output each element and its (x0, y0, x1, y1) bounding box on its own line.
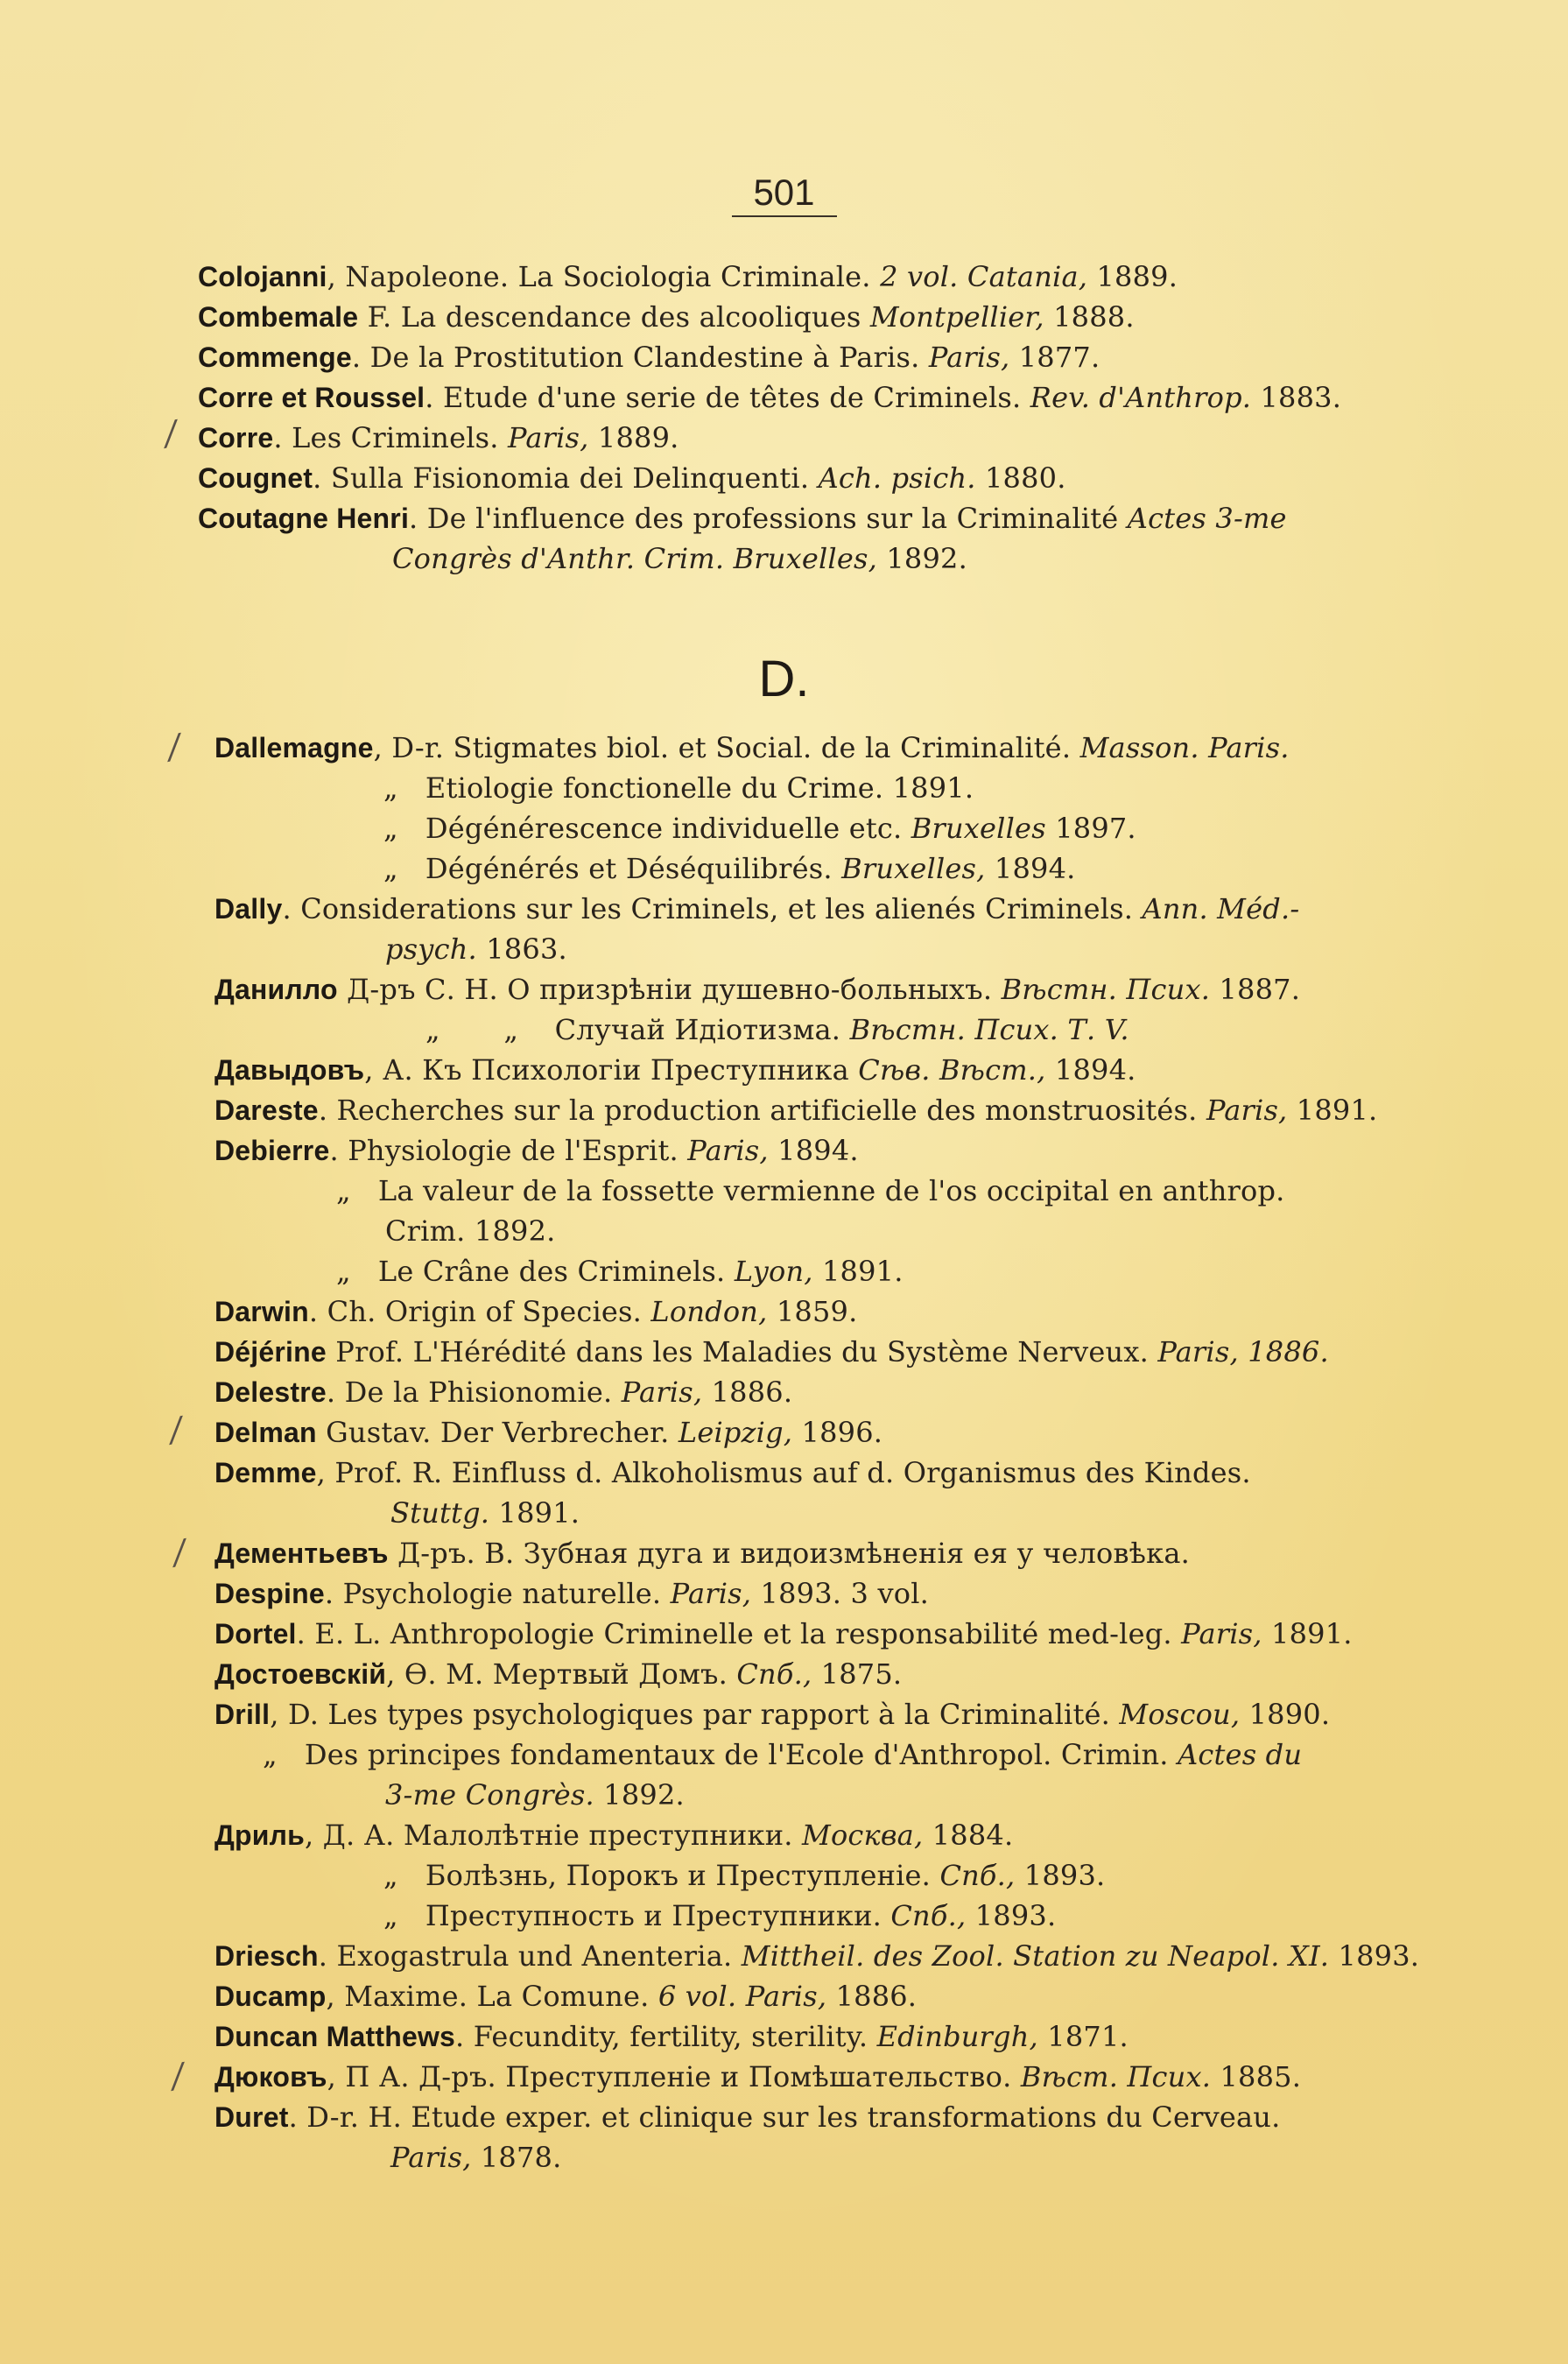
entry-delestre: Delestre. De la Phisionomie. Paris, 1886. (214, 1375, 793, 1409)
entry-dyukov: Дюковъ, П А. Д-ръ. Преступленіе и Помѣшательство. Вѣст. Псих. 1885. (214, 2060, 1302, 2093)
entry-dril-3: „ Преступность и Преступники. Спб., 1893. (383, 1899, 1057, 1932)
entry-dejerine: Déjérine Prof. L'Hérédité dans les Maladies du Système Nerveux. Paris, 1886. (214, 1335, 1329, 1368)
entry-dril-2: „ Болѣзнь, Порокъ и Преступленіе. Спб., 1893. (383, 1859, 1106, 1892)
entry-duret: Duret. D-r. H. Etude exper. et clinique sur les transformations du Cerveau. (214, 2100, 1281, 2134)
entry-debierre-3: „ Le Crâne des Criminels. Lyon, 1891. (336, 1255, 904, 1288)
section-heading-d: D. (758, 651, 810, 707)
entry-darwin: Darwin. Ch. Origin of Species. London, 1859. (214, 1295, 858, 1328)
entry-demme: Demme, Prof. R. Einfluss d. Alkoholismus auf d. Organismus des Kindes. (214, 1456, 1251, 1489)
entry-coutagne-cont: Congrès d'Anthr. Crim. Bruxelles, 1892. (392, 542, 967, 575)
entry-combemale: Combemale F. La descendance des alcooliques Montpellier, 1888. (198, 300, 1135, 334)
entry-coutagne: Coutagne Henri. De l'influence des professions sur la Criminalité Actes 3-me (198, 502, 1287, 535)
entry-dallemagne-3: „ Dégénérescence individuelle etc. Bruxelles 1897. (383, 812, 1136, 845)
entry-dortel: Dortel. E. L. Anthropologie Criminelle et la responsabilité med-leg. Paris, 1891. (214, 1617, 1353, 1650)
entry-despine: Despine. Psychologie naturelle. Paris, 1893. 3 vol. (214, 1577, 930, 1610)
entry-demme-cont: Stuttg. 1891. (390, 1496, 580, 1530)
entry-dallemagne-4: „ Dégénérés et Déséquilibrés. Bruxelles, 1894. (383, 852, 1076, 885)
pencil-tick-mark: ⁄ (172, 2057, 185, 2099)
entry-drill-2: „ Des principes fondamentaux de l'Ecole d'Anthropol. Crimin. Actes du (263, 1738, 1303, 1771)
entry-commenge: Commenge. De la Prostitution Clandestine à Paris. Paris, 1877. (198, 341, 1100, 374)
entry-davydov: Давыдовъ, А. Къ Психологіи Преступника Сѣв. Вѣст., 1894. (214, 1053, 1136, 1087)
page-number: 501 (753, 172, 815, 213)
pencil-tick-mark: ⁄ (173, 1533, 186, 1575)
entry-corre: Corre. Les Criminels. Paris, 1889. (198, 421, 679, 454)
entry-ducamp: Ducamp, Maxime. La Comune. 6 vol. Paris, 1886. (214, 1980, 918, 2013)
entry-dementiev: Дементьевъ Д-ръ. В. Зубная дуга и видоизмѣненія ея у человѣка. (214, 1537, 1191, 1570)
entry-delman: Delman Gustav. Der Verbrecher. Leipzig, 1896. (214, 1416, 883, 1449)
pencil-tick-mark: ⁄ (165, 414, 178, 456)
entry-dareste: Dareste. Recherches sur la production artificielle des monstruosités. Paris, 1891. (214, 1094, 1378, 1127)
entry-dostoevsky: Достоевскій, Ѳ. М. Мертвый Домъ. Спб., 1875. (214, 1657, 903, 1691)
pencil-tick-mark: ⁄ (168, 728, 181, 770)
entry-danillo-2: „ „ Случай Идіотизма. Вѣстн. Псих. Т. V. (425, 1013, 1129, 1046)
entry-debierre: Debierre. Physiologie de l'Esprit. Paris, 1894. (214, 1134, 859, 1167)
entry-corre-roussel: Corre et Roussel. Etude d'une serie de têtes de Criminels. Rev. d'Anthrop. 1883. (198, 381, 1342, 414)
entry-cougnet: Cougnet. Sulla Fisionomia dei Delinquenti. Ach. psich. 1880. (198, 461, 1066, 495)
entry-dallemagne: Dallemagne, D-r. Stigmates biol. et Social. de la Criminalité. Masson. Paris. (214, 731, 1290, 764)
entry-duret-cont: Paris, 1878. (390, 2141, 562, 2174)
entry-drill-2-cont: 3-me Congrès. 1892. (385, 1778, 685, 1812)
entry-duncan-matthews: Duncan Matthews. Fecundity, fertility, sterility. Edinburgh, 1871. (214, 2020, 1129, 2053)
entry-driesch: Driesch. Exogastrula und Anenteria. Mittheil. des Zool. Station zu Neapol. XI. 1893. (214, 1939, 1420, 1973)
entry-danillo: Данилло Д-ръ С. Н. О призрѣніи душевно-больныхъ. Вѣстн. Псих. 1887. (214, 973, 1301, 1006)
entry-dril: Дриль, Д. А. Малолѣтніе преступники. Москва, 1884. (214, 1819, 1014, 1852)
entry-debierre-2: „ La valeur de la fossette vermienne de l'os occipital en anthrop. (336, 1174, 1285, 1207)
entry-dally: Dally. Considerations sur les Criminels, et les alienés Criminels. Ann. Méd.- (214, 892, 1300, 925)
entry-colojanni: Colojanni, Napoleone. La Sociologia Criminale. 2 vol. Catania, 1889. (198, 260, 1178, 293)
entry-dallemagne-2: „ Etiologie fonctionelle du Crime. 1891. (383, 771, 974, 805)
entry-drill: Drill, D. Les types psychologiques par rapport à la Criminalité. Moscou, 1890. (214, 1698, 1331, 1731)
entry-debierre-2-cont: Crim. 1892. (385, 1214, 556, 1248)
entry-dally-cont: psych. 1863. (385, 932, 567, 966)
pencil-tick-mark: ⁄ (170, 1411, 183, 1453)
